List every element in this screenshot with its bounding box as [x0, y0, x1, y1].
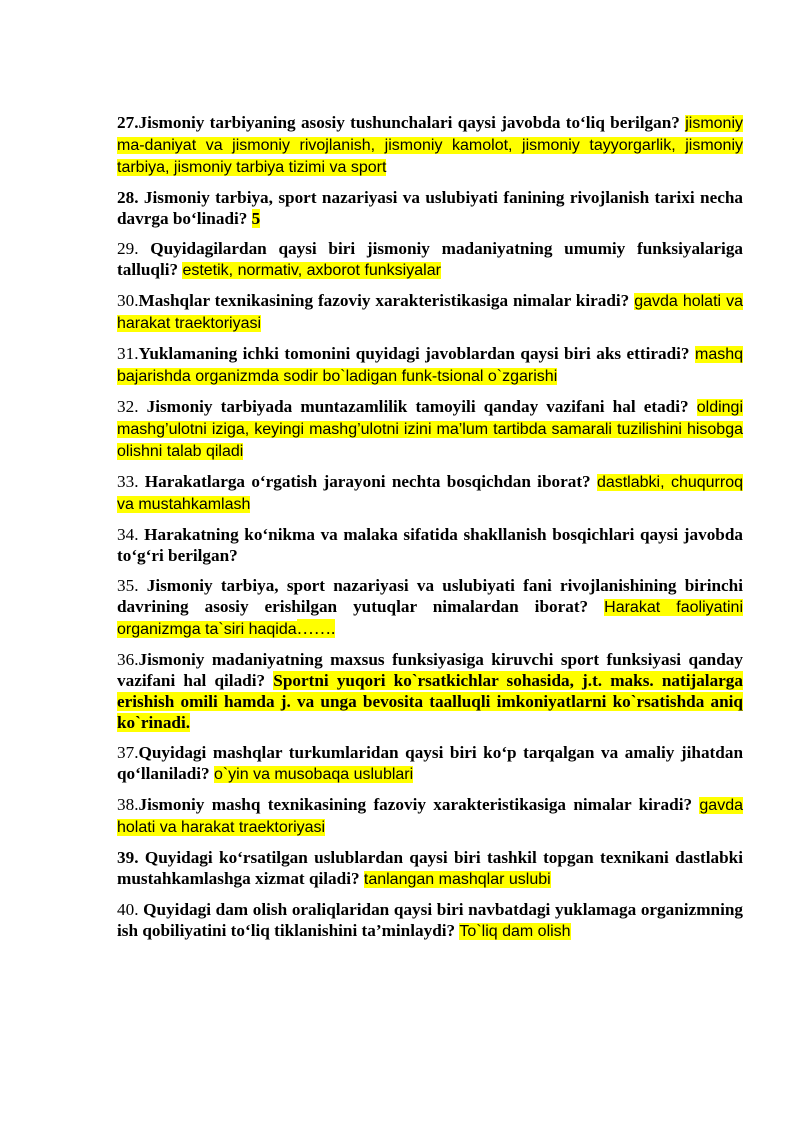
question-text: Jismoniy tarbiya, sport nazariyasi va uslubiyati fanining rivojlanish tarixi necha davrga bo‘linadi?	[117, 188, 743, 228]
answer-highlight: Sportni yuqori ko`rsatkichlar sohasida, j.t. maks. natijalarga erishish omili hamda j. va unga bevosita taalluqli imkoniyatlarni ko`rsatishda aniq ko`rinadi.	[117, 671, 743, 732]
question-number: 36.	[117, 650, 139, 669]
document-page	[117, 112, 743, 951]
answer-highlight: mashq bajarishda organizmda sodir bo`ladigan funk-tsional o`zgarishi	[117, 346, 744, 385]
question-text: Jismoniy tarbiyaning asosiy tushunchalari qaysi javobda to‘liq berilgan?	[138, 113, 680, 132]
question-text: Harakatlarga o‘rgatish jarayoni nechta bosqichdan iborat?	[144, 472, 591, 491]
question-number: 38.	[117, 795, 139, 814]
answer-highlight: 5	[251, 209, 261, 228]
question-27	[117, 112, 743, 178]
question-number: 40.	[117, 900, 139, 919]
question-36	[117, 649, 743, 733]
question-34	[117, 524, 743, 566]
question-32	[117, 396, 743, 462]
question-text: Harakatning ko‘nikma va malaka sifatida shakllanish bosqichlari qaysi javobda to‘g‘ri berilgan?	[117, 525, 743, 565]
question-text: Quyidagilardan qaysi biri jismoniy madaniyatning umumiy funksiyalariga talluqli?	[117, 239, 744, 279]
question-text: Quyidagi mashqlar turkumlaridan qaysi biri ko‘p tarqalgan va amaliy jihatdan qo‘llaniladi?	[117, 743, 743, 783]
answer-highlight: tanlangan mashqlar uslubi	[363, 871, 551, 888]
answer-highlight: o`yin va musobaqa uslublari	[213, 766, 414, 783]
question-number: 29.	[117, 239, 139, 258]
answer-highlight: estetik, normativ, axborot funksiyalar	[182, 262, 441, 279]
question-number: 33.	[117, 472, 139, 491]
question-number: 31.	[117, 344, 139, 363]
question-31	[117, 343, 743, 387]
question-text: Jismoniy tarbiya, sport nazariyasi va uslubiyati fani rivojlanishining birinchi davrining asosiy erishilgan yutuqlar nimalardan iborat?	[117, 576, 744, 616]
question-38	[117, 794, 743, 838]
question-text: Jismoniy madaniyatning maxsus funksiyasiga kiruvchi sport funksiyasi qanday vazifani hal qiladi?	[117, 650, 743, 690]
question-text: Jismoniy tarbiyada muntazamlilik tamoyili qanday vazifani hal etadi?	[146, 397, 689, 416]
question-39	[117, 847, 743, 890]
question-number: 37.	[117, 743, 139, 762]
answer-highlight: To`liq dam olish	[459, 923, 571, 940]
question-29	[117, 238, 743, 281]
question-number: 35.	[117, 576, 139, 595]
question-number: 34.	[117, 525, 139, 544]
question-number: 28.	[117, 188, 139, 207]
question-28	[117, 187, 743, 229]
question-37	[117, 742, 743, 785]
answer-highlight: jismoniy ma-daniyat va jismoniy rivojlanish, jismoniy kamolot, jismoniy tayyorgarlik, jismoniy tarbiya, jismoniy tarbiya tizimi va sport	[117, 115, 743, 176]
question-33	[117, 471, 743, 515]
question-text: Quyidagi ko‘rsatilgan uslublardan qaysi biri tashkil topgan texnikani dastlabki mustahkamlashga xizmat qiladi?	[117, 848, 743, 888]
answer-ellipsis: …….	[296, 619, 336, 638]
question-30	[117, 290, 743, 334]
question-35	[117, 575, 743, 640]
answer-highlight: gavda holati va harakat traektoriyasi	[117, 797, 743, 836]
answer-highlight: oldingi mashg’ulotni iziga, keyingi mashg’ulotni izini ma’lum tartibda samarali tuzilishini hisobga olishni talab qiladi	[117, 399, 743, 460]
question-40	[117, 899, 743, 942]
answer-highlight: Harakat faoliyatini organizmga ta`siri haqida	[117, 599, 743, 638]
question-text: Mashqlar texnikasining fazoviy xarakteristikasiga nimalar kiradi?	[138, 291, 630, 310]
answer-highlight: gavda holati va harakat traektoriyasi	[117, 293, 744, 332]
question-number: 39.	[117, 848, 139, 867]
question-number: 30.	[117, 291, 139, 310]
question-text: Jismoniy mashq texnikasining fazoviy xarakteristikasiga nimalar kiradi?	[138, 795, 693, 814]
question-text: Quyidagi dam olish oraliqlaridan qaysi biri navbatdagi yuklamaga organizmning ish qobiliyatini to‘liq tiklanishini ta’minlaydi?	[117, 900, 743, 940]
question-number: 27.	[117, 113, 139, 132]
answer-highlight: dastlabki, chuqurroq va mustahkamlash	[117, 474, 744, 513]
question-text: Yuklamaning ichki tomonini quyidagi javoblardan qaysi biri aks ettiradi?	[138, 344, 690, 363]
question-number: 32.	[117, 397, 139, 416]
